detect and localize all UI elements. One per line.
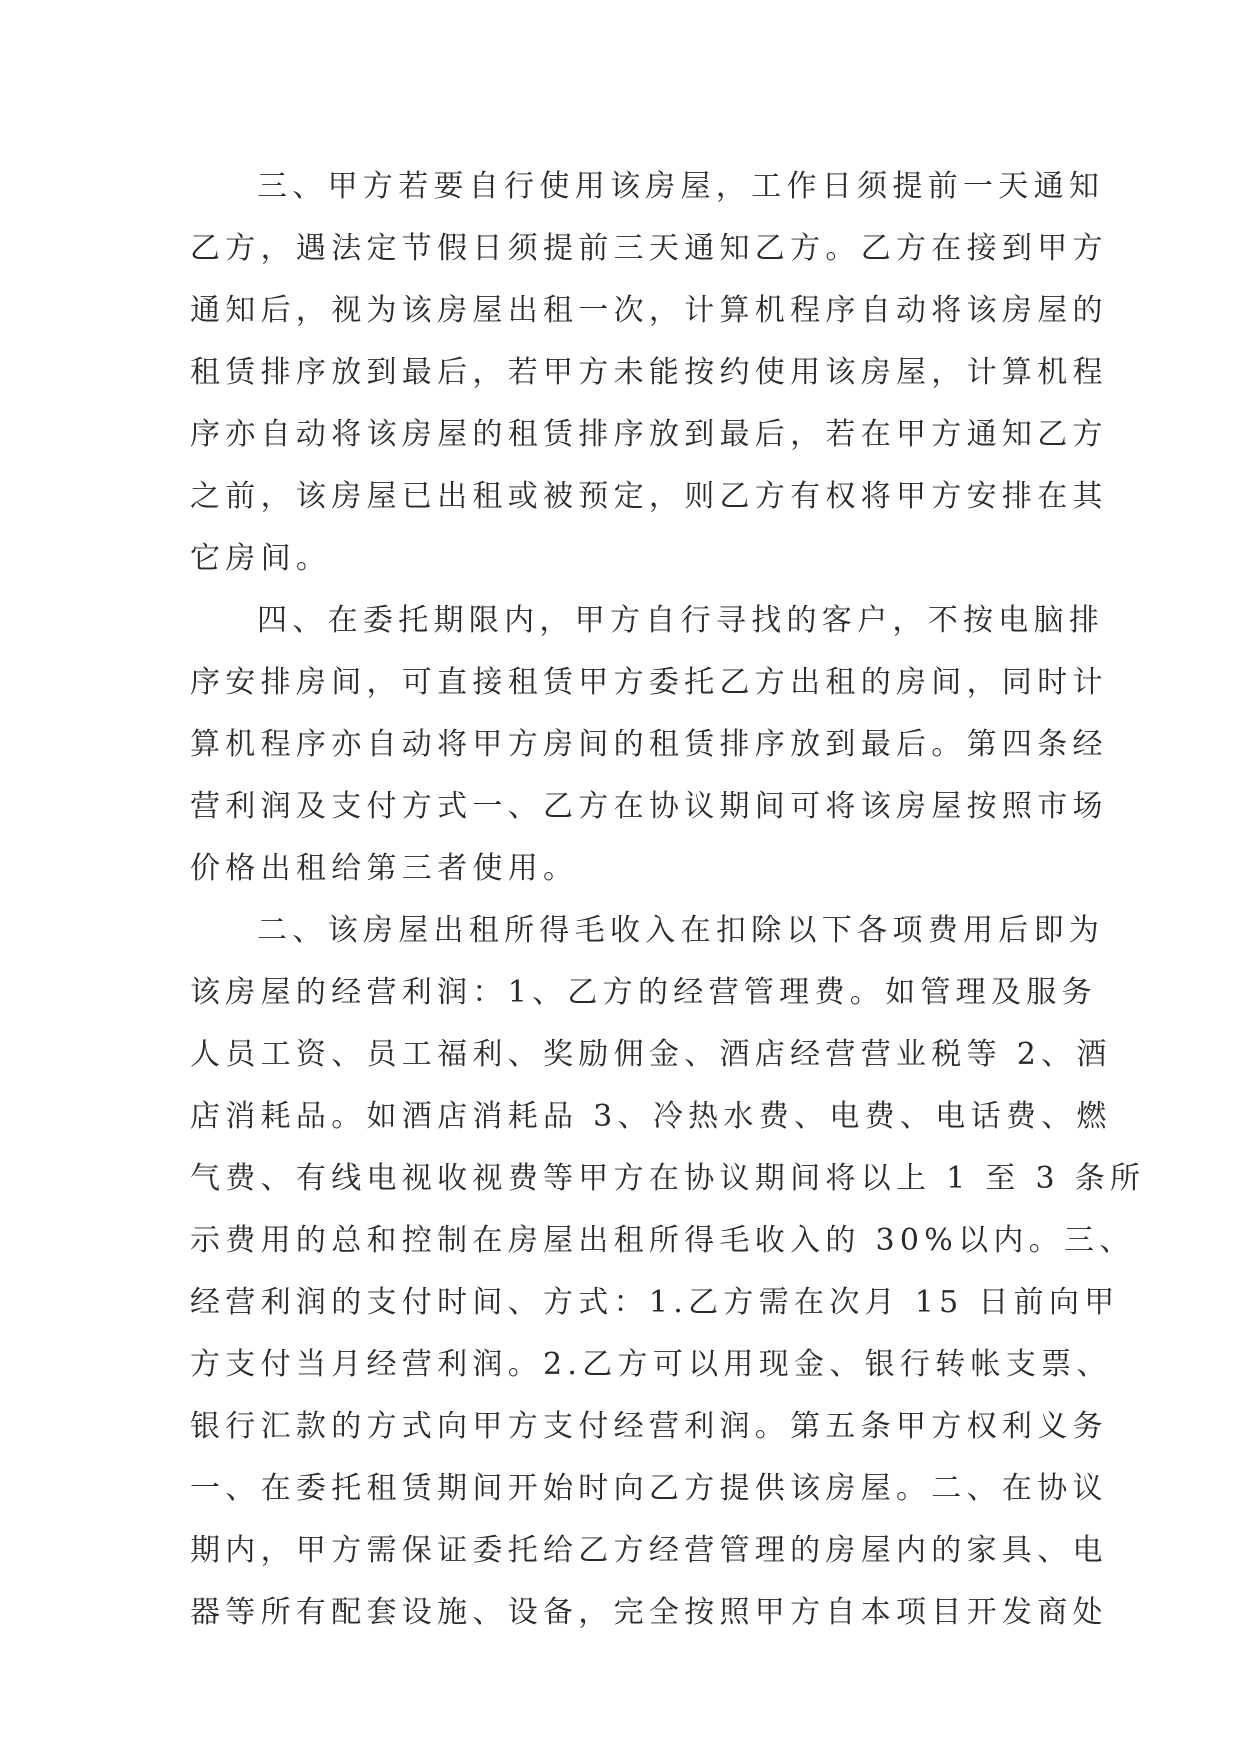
text-line: 人员工资、员工福利、奖励佣金、酒店经营营业税等 2、酒 [190, 1037, 1112, 1072]
text-line: 示费用的总和控制在房屋出租所得毛收入的 30%以内。三、 [190, 1223, 1135, 1258]
text-line: 之前，该房屋已出租或被预定，则乙方有权将甲方安排在其 [190, 479, 1108, 514]
text-line: 通知后，视为该房屋出租一次，计算机程序自动将该房屋的 [190, 293, 1108, 328]
paragraph-owner-clients [190, 590, 1108, 900]
text-line: 该房屋的经营利润：1、乙方的经营管理费。如管理及服务 [190, 975, 1097, 1010]
text-line: 价格出租给第三者使用。 [190, 851, 579, 886]
text-line: 算机程序亦自动将甲方房间的租赁排序放到最后。第四条经 [190, 727, 1108, 762]
text-line: 气费、有线电视收视费等甲方在协议期间将以上 1 至 3 条所 [190, 1161, 1146, 1196]
text-line: 一、在委托租赁期间开始时向乙方提供该房屋。二、在协议 [190, 1471, 1108, 1506]
text-line: 四、在委托期限内，甲方自行寻找的客户，不按电脑排 [257, 603, 1105, 638]
text-line: 三、甲方若要自行使用该房屋，工作日须提前一天通知 [257, 169, 1105, 204]
text-line: 经营利润的支付时间、方式：1.乙方需在次月 15 日前向甲 [190, 1285, 1120, 1320]
text-line: 乙方，遇法定节假日须提前三天通知乙方。乙方在接到甲方 [190, 231, 1108, 266]
text-line: 店消耗品。如酒店消耗品 3、冷热水费、电费、电话费、燃 [190, 1099, 1112, 1134]
text-line: 序安排房间，可直接租赁甲方委托乙方出租的房间，同时计 [190, 665, 1108, 700]
text-line: 序亦自动将该房屋的租赁排序放到最后，若在甲方通知乙方 [190, 417, 1108, 452]
text-line: 期内，甲方需保证委托给乙方经营管理的房屋内的家具、电 [190, 1533, 1108, 1568]
text-line: 方支付当月经营利润。2.乙方可以用现金、银行转帐支票、 [190, 1347, 1112, 1382]
document-body [190, 156, 1146, 1644]
text-line: 租赁排序放到最后，若甲方未能按约使用该房屋，计算机程 [190, 355, 1108, 390]
paragraph-owner-self-use [190, 156, 1108, 590]
text-line: 营利润及支付方式一、乙方在协议期间可将该房屋按照市场 [190, 789, 1108, 824]
text-line: 它房间。 [190, 541, 332, 576]
paragraph-operating-profit [190, 900, 1146, 1644]
text-line: 银行汇款的方式向甲方支付经营利润。第五条甲方权利义务 [190, 1409, 1108, 1444]
text-line: 器等所有配套设施、设备，完全按照甲方自本项目开发商处 [190, 1595, 1108, 1630]
text-line: 二、该房屋出租所得毛收入在扣除以下各项费用后即为 [257, 913, 1105, 948]
